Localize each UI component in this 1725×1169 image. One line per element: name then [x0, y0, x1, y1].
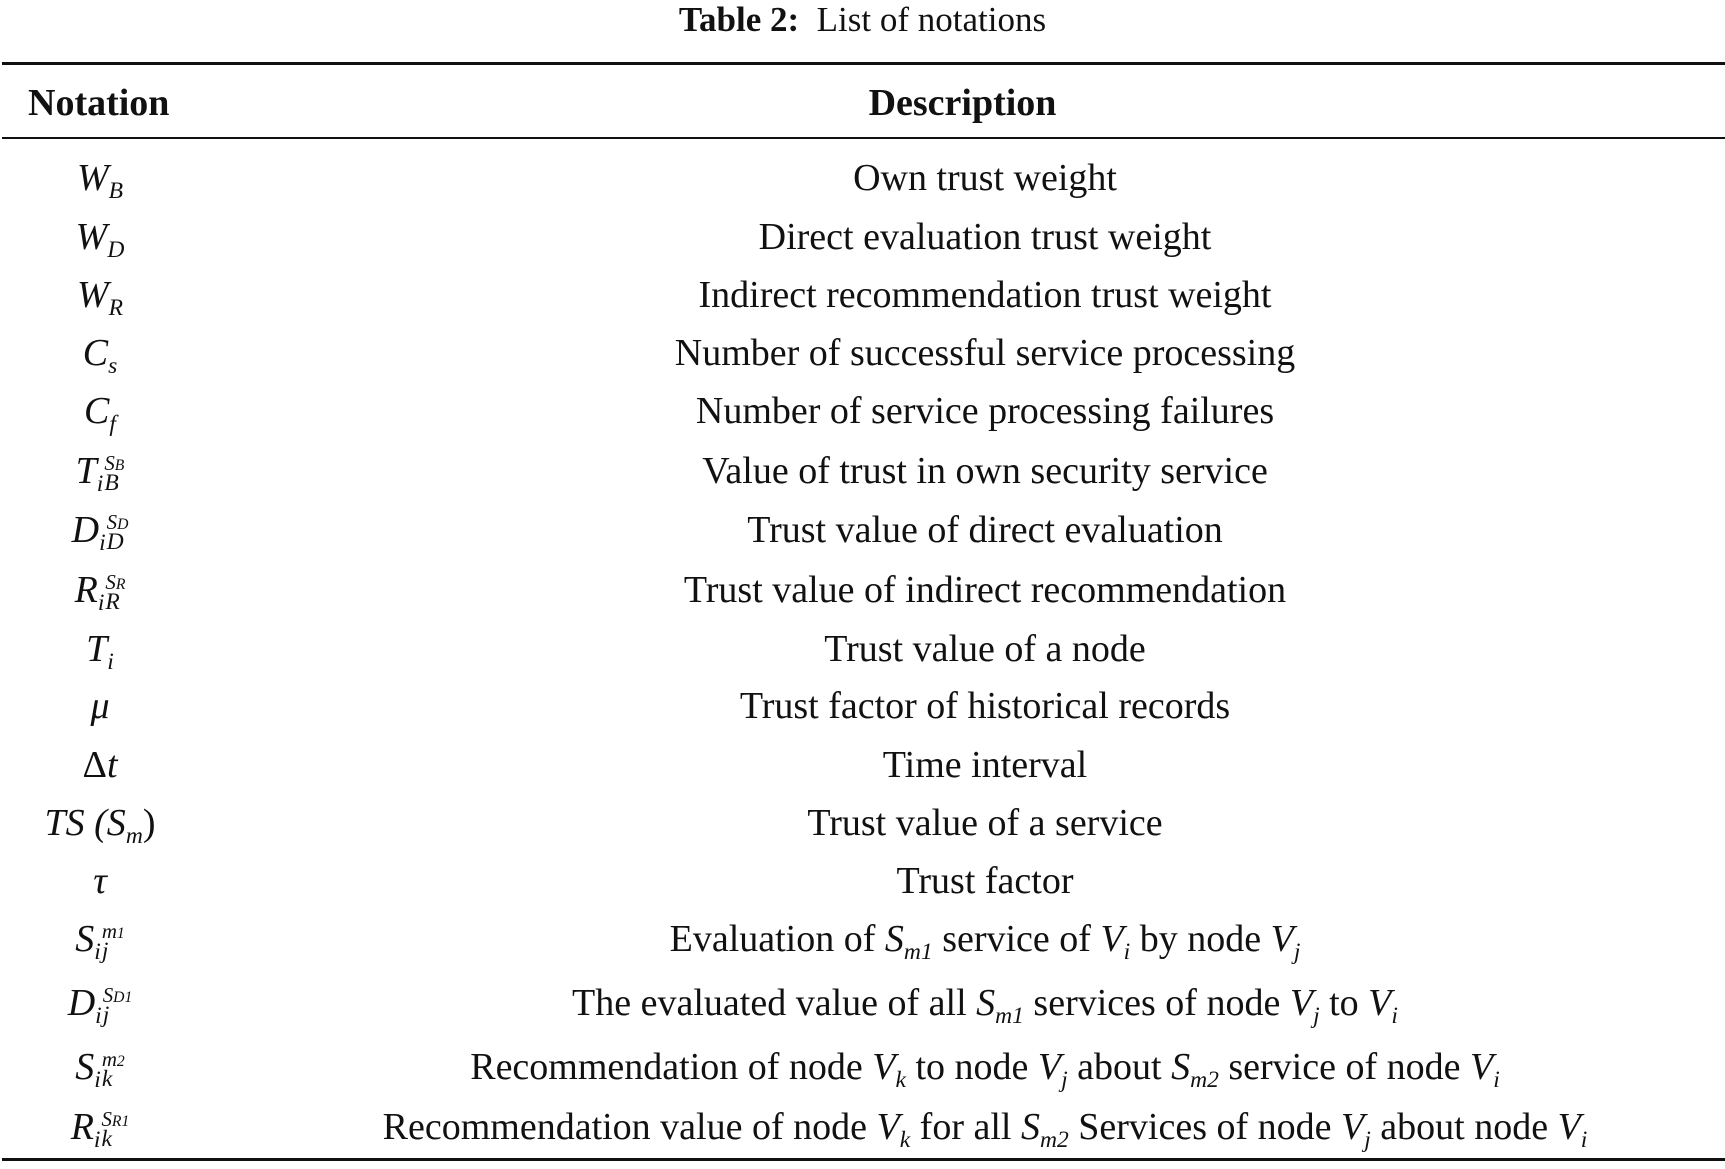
description-cell: Trust factor	[896, 860, 1074, 902]
description-cell: Recommendation value of node $V_k$ for all $S_{m2}$ Services of node $V_j$ about node $V_i$	[382, 1106, 1588, 1154]
math-subscript: j	[1293, 939, 1301, 966]
table-row	[0, 149, 1725, 207]
math-subscript: j	[1313, 1003, 1320, 1030]
notation-base: D	[67, 982, 96, 1024]
notation-base: μ	[90, 685, 110, 727]
math-subscript: k	[899, 1127, 911, 1154]
notation-cell	[0, 677, 200, 735]
notation-base: T	[86, 628, 108, 670]
notation-base: τ	[93, 860, 107, 902]
description-cell: The evaluated value of all $S_{m1}$ services of node $V_j$ to $V_i$	[572, 982, 1398, 1030]
math-subscript: i	[1391, 1003, 1398, 1030]
table-row	[0, 324, 1725, 382]
description-cell: Time interval	[882, 744, 1088, 786]
math-subscript: i	[1493, 1067, 1500, 1094]
math-subscript: m1	[903, 939, 933, 966]
math-subscript: i	[1580, 1127, 1588, 1154]
math-symbol: V	[1270, 918, 1294, 960]
description-cell: Own trust weight	[853, 157, 1117, 199]
math-subscript: m1	[995, 1003, 1024, 1030]
description-cell: Recommendation of node $V_k$ to node $V_j$ about $S_{m2}$ service of node $V_i$	[470, 1046, 1500, 1094]
table-row	[0, 852, 1725, 910]
table-top-rule	[2, 62, 1725, 65]
column-header-notation: Notation	[28, 82, 170, 124]
notation-base: Δt	[82, 744, 118, 786]
table-row	[0, 677, 1725, 735]
notation-base: D	[71, 509, 100, 551]
description-cell: Direct evaluation trust weight	[758, 216, 1212, 258]
table-row	[0, 736, 1725, 794]
notation-subscript: i	[97, 590, 105, 617]
notation-subscript: f	[109, 411, 116, 438]
table-caption-title: List of notations	[816, 0, 1047, 39]
math-symbol: S	[1171, 1046, 1191, 1088]
math-subscript: k	[895, 1067, 906, 1094]
description-cell: Indirect recommendation trust weight	[698, 274, 1272, 316]
math-subscript: m2	[1190, 1067, 1219, 1094]
notation-base: C	[82, 332, 109, 374]
notation-script-stack: m2 k	[101, 1047, 125, 1093]
notation-cell	[0, 974, 200, 1045]
math-symbol: V	[876, 1106, 900, 1148]
math-symbol: S	[976, 982, 996, 1024]
math-subscript: i	[1123, 939, 1131, 966]
notation-cell	[0, 910, 200, 981]
math-subscript: j	[1061, 1067, 1068, 1094]
notation-subscript: m	[125, 823, 143, 850]
math-symbol: V	[1557, 1106, 1581, 1148]
notation-script-stack: SD D	[106, 510, 129, 556]
table-row	[0, 974, 1725, 1032]
math-symbol: V	[1289, 982, 1314, 1024]
description-cell: Number of successful service processing	[674, 332, 1296, 374]
table-row	[0, 266, 1725, 324]
notation-cell	[0, 736, 200, 794]
notation-script-stack: SR1 k	[101, 1107, 130, 1153]
table-row	[0, 382, 1725, 440]
table-row	[0, 910, 1725, 968]
notation-subscript: s	[108, 353, 118, 380]
notation-base: C	[84, 390, 110, 432]
math-symbol: V	[872, 1046, 896, 1088]
notation-subscript: i	[94, 1067, 101, 1094]
description-cell: Trust factor of historical records	[739, 685, 1231, 727]
notation-script-stack: SD1 j	[102, 983, 133, 1029]
math-symbol: V	[1341, 1106, 1365, 1148]
description-cell: Trust value of indirect recommendation	[683, 569, 1287, 611]
table-row	[0, 208, 1725, 266]
column-header-description: Description	[868, 82, 1057, 124]
math-subscript: m2	[1039, 1127, 1069, 1154]
math-symbol: V	[1368, 982, 1392, 1024]
notation-cell	[0, 852, 200, 910]
table-caption-label: Table 2:	[678, 0, 800, 39]
description-cell: Trust value of direct evaluation	[747, 509, 1223, 551]
notation-script-stack: SB B	[104, 451, 125, 497]
description-cell: Number of service processing failures	[695, 390, 1275, 432]
description-cell: Evaluation of $S_{m1}$ service of $V_i$ by node $V_j$	[669, 918, 1301, 966]
notation-subscript: i	[107, 649, 114, 676]
table-row	[0, 561, 1725, 619]
notation-base: W	[75, 216, 108, 258]
notation-subscript: i	[94, 939, 101, 966]
notation-base: R	[74, 569, 98, 611]
math-subscript: j	[1364, 1127, 1371, 1154]
math-symbol: V	[1037, 1046, 1062, 1088]
table-header-rule	[2, 137, 1725, 139]
notation-base: TS (S	[44, 802, 126, 844]
table-row	[0, 501, 1725, 559]
notation-subscript: i	[93, 1127, 101, 1154]
notation-subscript: i	[96, 471, 104, 498]
table-row	[0, 1098, 1725, 1156]
description-cell: Value of trust in own security service	[702, 450, 1268, 492]
table-row	[0, 1038, 1725, 1096]
description-cell: Trust value of a service	[807, 802, 1163, 844]
math-symbol: S	[884, 918, 904, 960]
notation-script-stack: SR R	[105, 570, 126, 616]
notation-script-stack: m1 j	[101, 919, 125, 965]
notation-base: W	[76, 157, 109, 199]
notation-subscript: i	[99, 530, 106, 557]
table-row	[0, 794, 1725, 852]
notation-base: S	[75, 1046, 95, 1088]
math-symbol: S	[1020, 1106, 1040, 1148]
notation-subscript: i	[95, 1003, 102, 1030]
notation-paren: )	[142, 802, 156, 844]
math-symbol: V	[1470, 1046, 1494, 1088]
notation-subscript: R	[108, 295, 124, 322]
table-caption	[0, 0, 1725, 40]
table-row	[0, 620, 1725, 678]
table-bottom-rule	[2, 1158, 1725, 1161]
notation-base: S	[75, 918, 95, 960]
notation-base: R	[70, 1106, 94, 1148]
notation-base: W	[76, 274, 109, 316]
table-row	[0, 442, 1725, 500]
notation-base: T	[75, 450, 97, 492]
notation-subscript: B	[108, 178, 124, 205]
description-cell: Trust value of a node	[824, 628, 1146, 670]
math-symbol: V	[1100, 918, 1124, 960]
notation-subscript: D	[107, 237, 125, 264]
